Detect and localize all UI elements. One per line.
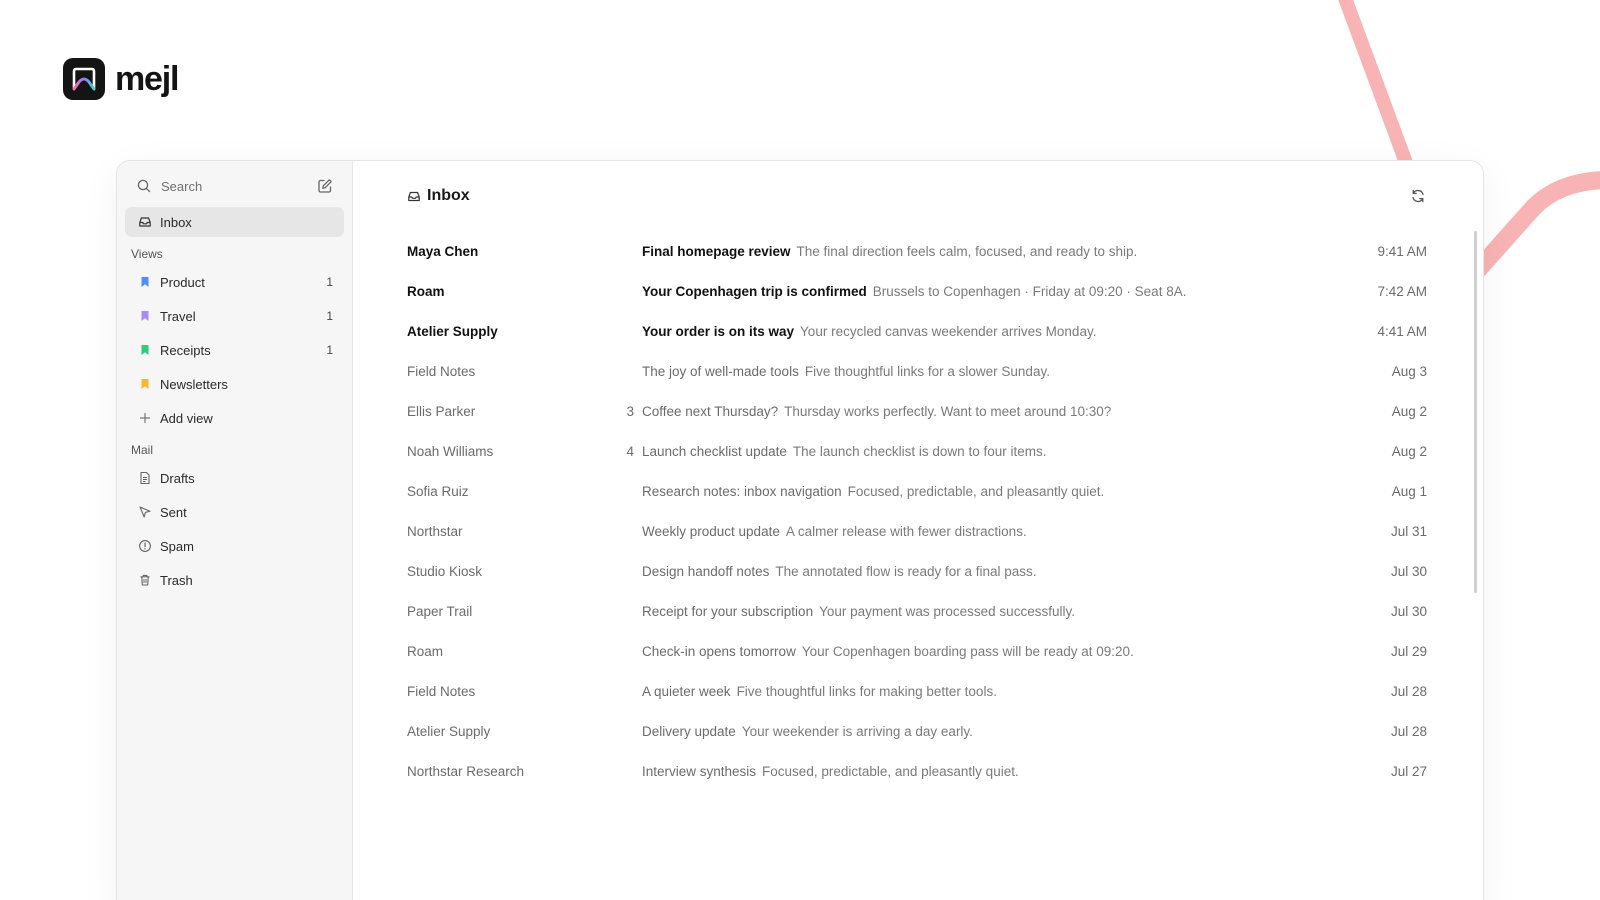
message-content <box>642 244 1337 259</box>
bookmark-icon <box>138 343 152 357</box>
message-date: Aug 1 <box>1391 483 1427 499</box>
message-date: 4:41 AM <box>1377 323 1427 339</box>
message-subject: Weekly product update <box>642 523 780 539</box>
sidebar <box>117 161 353 900</box>
message-subject: Coffee next Thursday? <box>642 403 779 419</box>
message-subject: Research notes: inbox navigation <box>642 483 842 499</box>
send-icon <box>138 505 152 519</box>
message-subject: Receipt for your subscription <box>642 603 814 619</box>
message-row[interactable] <box>407 431 1427 471</box>
message-preview: The launch checklist is down to four items. <box>792 443 1047 459</box>
message-row[interactable] <box>407 671 1427 711</box>
search-bar[interactable] <box>125 171 344 201</box>
message-preview: Your weekender is arriving a day early. <box>741 723 973 739</box>
page-title <box>407 187 1409 205</box>
message-date: Jul 27 <box>1390 763 1427 779</box>
sidebar-item-label: Spam <box>160 538 194 554</box>
message-date: Aug 2 <box>1391 403 1427 419</box>
message-sender: Maya Chen <box>407 243 479 259</box>
sidebar-item-label: Receipts <box>160 342 211 358</box>
message-preview: The final direction feels calm, focused, and ready to ship. <box>796 243 1138 259</box>
message-content <box>642 364 1337 379</box>
sidebar-item-inbox[interactable] <box>125 207 344 237</box>
message-preview: Five thoughtful links for making better tools. <box>736 683 997 699</box>
sidebar-item-label: Travel <box>160 308 196 324</box>
message-sender: Noah Williams <box>407 443 494 459</box>
message-sender: Field Notes <box>407 363 476 379</box>
message-subject: Final homepage review <box>642 243 791 259</box>
message-sender: Atelier Supply <box>407 323 498 339</box>
message-row[interactable] <box>407 591 1427 631</box>
add-view-button[interactable] <box>125 403 344 433</box>
message-content <box>642 684 1337 699</box>
message-subject: Launch checklist update <box>642 443 787 459</box>
sidebar-item-product[interactable] <box>125 267 344 297</box>
sidebar-item-drafts[interactable] <box>125 463 344 493</box>
message-content <box>642 284 1337 299</box>
mail-header <box>353 161 1483 231</box>
sidebar-item-label: Add view <box>160 410 213 426</box>
plus-icon <box>138 411 152 425</box>
unread-count: 1 <box>326 309 333 323</box>
sidebar-item-label: Product <box>160 274 205 290</box>
message-sender: Roam <box>407 283 445 299</box>
message-date: Jul 28 <box>1390 683 1427 699</box>
message-date: Jul 28 <box>1390 723 1427 739</box>
message-row[interactable] <box>407 511 1427 551</box>
message-row[interactable] <box>407 551 1427 591</box>
message-date: Jul 31 <box>1390 523 1427 539</box>
message-sender: Field Notes <box>407 683 476 699</box>
mail-pane <box>353 161 1483 900</box>
message-preview: Five thoughtful links for a slower Sunday. <box>804 363 1050 379</box>
message-date: 7:42 AM <box>1377 283 1427 299</box>
message-subject: Interview synthesis <box>642 763 757 779</box>
thread-count: 4 <box>626 443 634 459</box>
message-preview: Your recycled canvas weekender arrives Monday. <box>800 323 1097 339</box>
message-preview: Focused, predictable, and pleasantly quiet. <box>847 483 1105 499</box>
message-row[interactable] <box>407 351 1427 391</box>
sidebar-item-label: Sent <box>160 504 187 520</box>
sidebar-item-label: Drafts <box>160 470 195 486</box>
message-preview: A calmer release with fewer distractions. <box>785 523 1027 539</box>
message-sender: Northstar Research <box>407 763 525 779</box>
message-content <box>642 324 1337 339</box>
message-preview: Brussels to Copenhagen · Friday at 09:20 · Seat 8A. <box>872 283 1187 299</box>
inbox-icon <box>407 189 421 203</box>
message-date: Aug 3 <box>1391 363 1427 379</box>
message-subject: Design handoff notes <box>642 563 770 579</box>
message-row[interactable] <box>407 471 1427 511</box>
message-list <box>353 231 1483 791</box>
unread-count: 1 <box>326 343 333 357</box>
message-row[interactable] <box>407 271 1427 311</box>
message-sender: Northstar <box>407 523 463 539</box>
search-input[interactable]: Search <box>161 178 203 194</box>
inbox-icon <box>138 215 152 229</box>
mail-section-title: Mail <box>131 443 154 457</box>
draft-icon <box>138 471 152 485</box>
message-preview: Your payment was processed successfully. <box>819 603 1075 619</box>
brand-name: mejl <box>115 60 179 98</box>
message-subject: Your Copenhagen trip is confirmed <box>642 283 867 299</box>
message-date: Jul 30 <box>1390 603 1427 619</box>
message-content <box>642 524 1337 539</box>
message-subject: Delivery update <box>642 723 736 739</box>
sidebar-item-label: Newsletters <box>160 376 228 392</box>
message-content <box>642 564 1337 579</box>
message-sender: Studio Kiosk <box>407 563 483 579</box>
message-content <box>642 764 1337 779</box>
message-row[interactable] <box>407 231 1427 271</box>
compose-icon[interactable] <box>316 177 334 195</box>
message-preview: Thursday works perfectly. Want to meet around 10:30? <box>784 403 1112 419</box>
message-date: Jul 29 <box>1390 643 1427 659</box>
trash-icon <box>138 573 152 587</box>
bookmark-icon <box>138 275 152 289</box>
message-sender: Paper Trail <box>407 603 473 619</box>
bookmark-icon <box>138 309 152 323</box>
sidebar-item-trash[interactable] <box>125 565 344 595</box>
message-sender: Roam <box>407 643 444 659</box>
sidebar-item-label: Inbox <box>160 214 192 230</box>
message-row[interactable] <box>407 711 1427 751</box>
refresh-icon[interactable] <box>1409 187 1427 205</box>
unread-count: 1 <box>326 275 333 289</box>
message-content <box>642 404 1337 419</box>
message-row[interactable] <box>407 391 1427 431</box>
page-title-text: Inbox <box>427 187 470 204</box>
message-content <box>642 484 1337 499</box>
message-subject: The joy of well-made tools <box>642 363 799 379</box>
thread-count: 3 <box>626 403 634 419</box>
brand <box>63 58 178 100</box>
bookmark-icon <box>138 377 152 391</box>
message-preview: Focused, predictable, and pleasantly quiet. <box>762 763 1019 779</box>
app-window <box>116 160 1484 900</box>
message-content <box>642 604 1337 619</box>
message-sender: Sofia Ruiz <box>407 483 469 499</box>
mejl-logo-icon <box>63 58 105 100</box>
message-content <box>642 644 1337 659</box>
message-date: Aug 2 <box>1391 443 1427 459</box>
message-row[interactable] <box>407 631 1427 671</box>
message-content <box>642 724 1337 739</box>
message-subject: Your order is on its way <box>642 323 795 339</box>
message-subject: A quieter week <box>642 683 731 699</box>
message-preview: The annotated flow is ready for a final pass. <box>775 563 1037 579</box>
sidebar-item-travel[interactable] <box>125 301 344 331</box>
message-preview: Your Copenhagen boarding pass will be ready at 09:20. <box>801 643 1134 659</box>
sidebar-item-sent[interactable] <box>125 497 344 527</box>
search-icon <box>135 177 153 195</box>
sidebar-item-receipts[interactable] <box>125 335 344 365</box>
message-content <box>642 444 1337 459</box>
sidebar-item-label: Trash <box>160 572 193 588</box>
message-date: Jul 30 <box>1390 563 1427 579</box>
sidebar-item-newsletters[interactable] <box>125 369 344 399</box>
message-subject: Check-in opens tomorrow <box>642 643 796 659</box>
views-section-title: Views <box>131 247 163 261</box>
spam-icon <box>138 539 152 553</box>
message-sender: Ellis Parker <box>407 403 476 419</box>
scrollbar[interactable] <box>1474 231 1477 593</box>
message-date: 9:41 AM <box>1377 243 1427 259</box>
message-sender: Atelier Supply <box>407 723 491 739</box>
message-row[interactable] <box>407 311 1427 351</box>
sidebar-item-spam[interactable] <box>125 531 344 561</box>
message-row[interactable] <box>407 751 1427 791</box>
